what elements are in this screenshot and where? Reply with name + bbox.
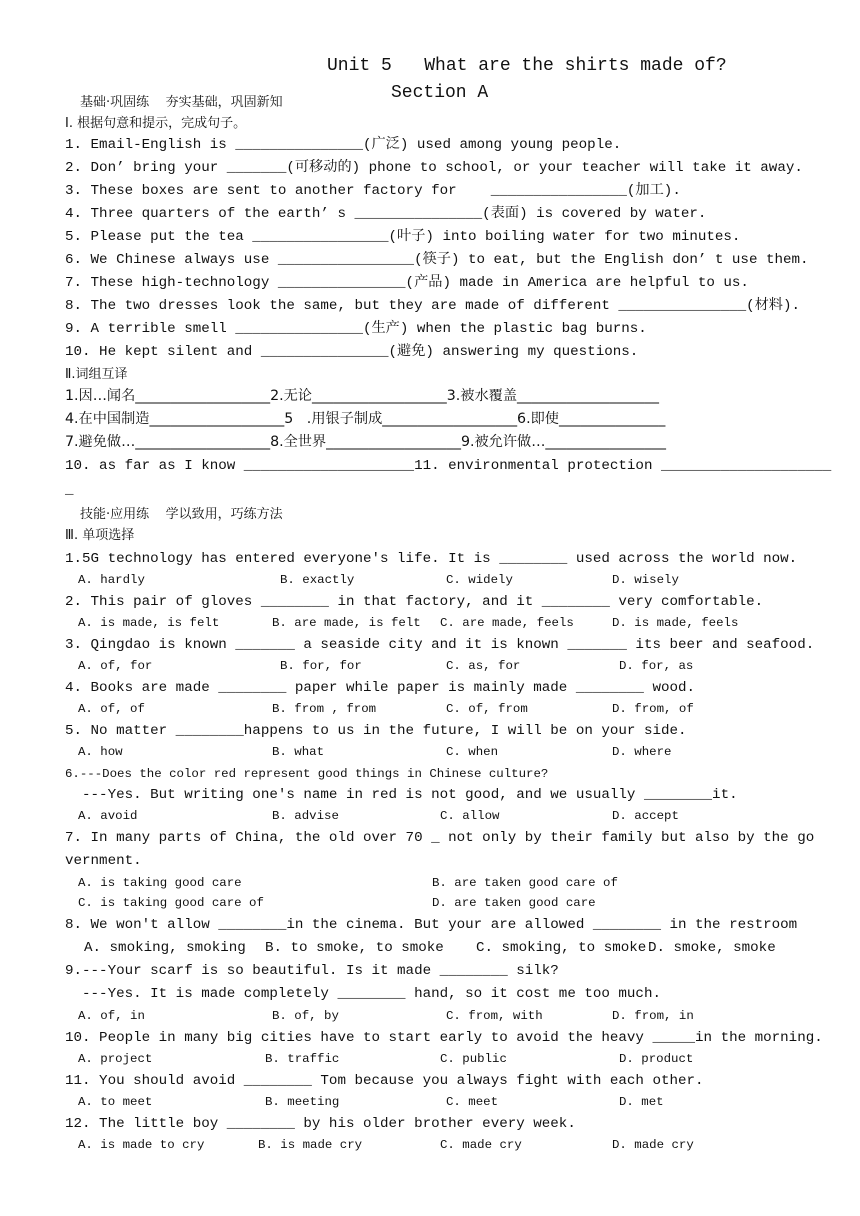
question-stem: 4. Books are made ________ paper while paper is mainly made ________ wood. [65,680,696,696]
option-b: B. to smoke, to smoke [265,940,444,956]
fill-item: 8. The two dresses look the same, but they are made of different _______________(材料). [65,298,801,314]
option-d: D. product [619,1052,694,1066]
section-label-basic: 基础·巩固练 夯实基础，巩固新知 [80,95,283,110]
option-d: D. met [619,1095,664,1109]
section-label-skill: 技能·应用练 学以致用，巧练方法 [80,507,283,522]
question-stem: 2. This pair of gloves ________ in that factory, and it ________ very comfortable. [65,594,764,610]
phrase-row: 10. as far as I know ____________________11. environmental protection ____________________ [65,458,832,474]
option-d: D. is made, feels [612,616,739,630]
option-b: B. what [272,745,325,759]
option-d: D. accept [612,809,679,823]
option-d: D. where [612,745,672,759]
question-stem: 12. The little boy ________ by his older brother every week. [65,1116,576,1132]
fill-item: 2. Don’ bring your _______(可移动的) phone to school, or your teacher will take it away. [65,160,803,176]
fill-item: 5. Please put the tea ________________(叶子) into boiling water for two minutes. [65,229,741,245]
option-c: C. made cry [440,1138,522,1152]
option-c: C. of, from [446,702,528,716]
option-c: C. smoking, to smoke [476,940,647,956]
fill-item: 10. He kept silent and _______________(避免) answering my questions. [65,344,639,360]
option-b: B. for, for [280,659,362,673]
option-c: C. allow [440,809,500,823]
option-d: D. are taken good care [432,896,596,910]
option-c: C. from, with [446,1009,543,1023]
question-stem: 11. You should avoid ________ Tom because you always fight with each other. [65,1073,704,1089]
option-b: B. are made, is felt [272,616,421,630]
page-title: Unit 5 What are the shirts made of? [327,56,727,76]
phrase-row: 7.避免做…___________________8.全世界___________________9.被允许做…_________________ [65,434,667,450]
option-a: A. of, for [78,659,153,673]
option-c: C. as, for [446,659,521,673]
phrase-row: 1.因…闻名___________________2.无论___________________3.被水覆盖____________________ [65,388,659,404]
option-d: D. smoke, smoke [648,940,776,956]
option-c: C. is taking good care of [78,896,264,910]
option-a: A. avoid [78,809,138,823]
option-b: B. are taken good care of [432,876,618,890]
option-d: D. from, of [612,702,694,716]
option-a: A. project [78,1052,153,1066]
option-a: A. hardly [78,573,145,587]
question-stem: 8. We won't allow ________in the cinema. But your are allowed ________ in the restroom [65,917,798,933]
option-b: B. traffic [265,1052,340,1066]
option-a: A. to meet [78,1095,153,1109]
part2-heading: Ⅱ.词组互译 [65,367,128,382]
option-d: D. made cry [612,1138,694,1152]
question-stem: 9.---Your scarf is so beautiful. Is it made ________ silk? [65,963,559,979]
question-stem: vernment. [65,853,142,869]
option-c: C. public [440,1052,507,1066]
phrase-row: 4.在中国制造___________________5 .用银子制成___________________6.即使_______________ [65,411,666,427]
fill-item: 4. Three quarters of the earth’ s _______________(表面) is covered by water. [65,206,707,222]
option-b: B. from , from [272,702,377,716]
option-b: B. is made cry [258,1138,363,1152]
question-stem: ---Yes. It is made completely ________ hand, so it cost me too much. [65,986,661,1002]
fill-item: 6. We Chinese always use ________________(筷子) to eat, but the English don’ t use them. [65,252,809,268]
option-c: C. are made, feels [440,616,574,630]
option-a: A. is taking good care [78,876,242,890]
option-a: A. smoking, smoking [84,940,246,956]
option-a: A. of, of [78,702,145,716]
fill-item: 1. Email-English is _______________(广泛) used among young people. [65,137,622,153]
fill-item: 9. A terrible smell _______________(生产) when the plastic bag burns. [65,321,647,337]
option-d: D. from, in [612,1009,694,1023]
option-a: A. is made to cry [78,1138,205,1152]
question-stem: 3. Qingdao is known _______ a seaside city and it is known _______ its beer and seafood. [65,637,815,653]
question-stem: ---Yes. But writing one's name in red is not good, and we usually ________it. [65,787,738,803]
option-a: A. how [78,745,123,759]
phrase-row: _ [65,482,74,498]
option-c: C. when [446,745,499,759]
option-b: B. advise [272,809,339,823]
question-stem: 10. People in many big cities have to start early to avoid the heavy _____in the morning. [65,1030,823,1046]
fill-item: 7. These high-technology _______________(产品) made in America are helpful to us. [65,275,749,291]
page-subtitle: Section A [391,83,489,103]
option-c: C. widely [446,573,513,587]
option-b: B. meeting [265,1095,340,1109]
question-stem: 5. No matter ________happens to us in the future, I will be on your side. [65,723,687,739]
option-b: B. of, by [272,1009,339,1023]
option-c: C. meet [446,1095,499,1109]
part1-heading: Ⅰ. 根据句意和提示，完成句子。 [65,116,247,131]
option-b: B. exactly [280,573,355,587]
question-stem: 6.---Does the color red represent good things in Chinese culture? [65,767,549,781]
option-d: D. wisely [612,573,679,587]
option-a: A. of, in [78,1009,145,1023]
option-d: D. for, as [619,659,694,673]
question-stem: 1.5G technology has entered everyone's life. It is ________ used across the world now. [65,551,798,567]
question-stem: 7. In many parts of China, the old over 70 _ not only by their family but also by the go [65,830,815,846]
part3-heading: Ⅲ. 单项选择 [65,528,135,543]
fill-item: 3. These boxes are sent to another factory for ________________(加工). [65,183,681,199]
option-a: A. is made, is felt [78,616,220,630]
